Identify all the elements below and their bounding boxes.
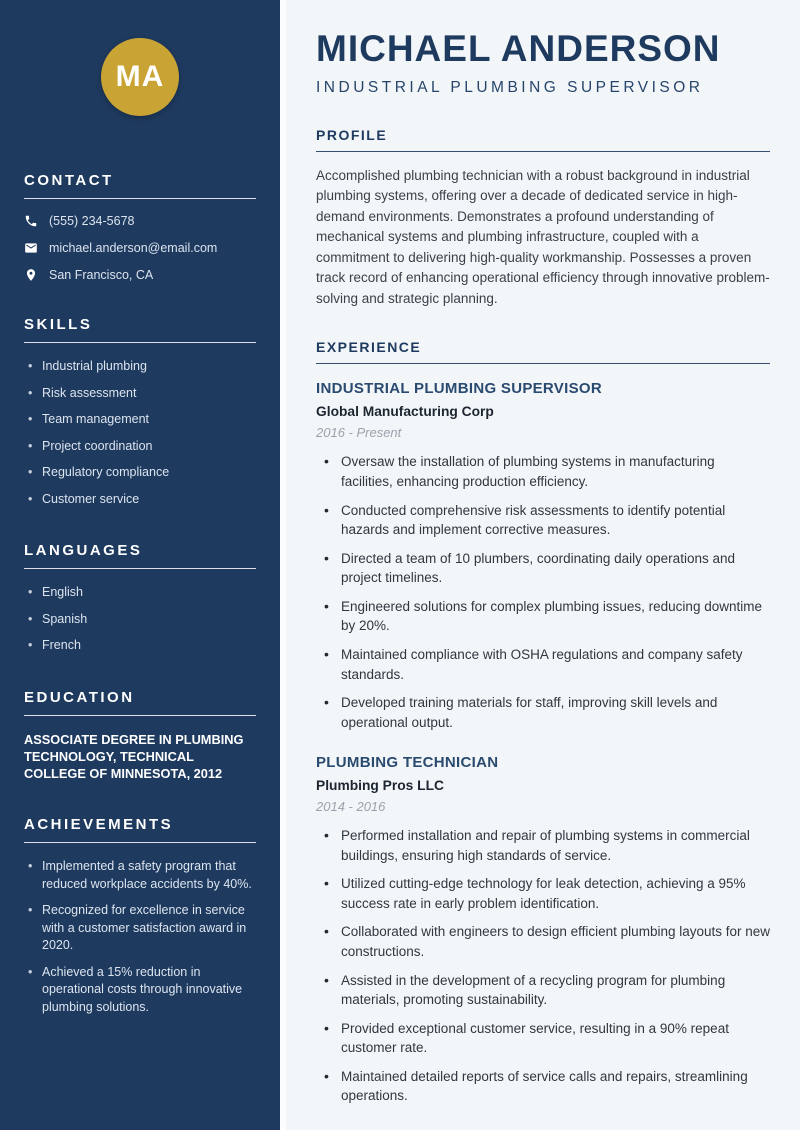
location-icon [24,268,38,282]
main-content [280,0,800,1130]
experience-heading: EXPERIENCE [316,339,422,356]
section-divider [316,363,770,364]
email-icon [24,241,38,255]
job-bullet: • Assisted in the development of a recycling program for plumbing materials, promoting sustainability. [324,971,770,1010]
skills-heading: SKILLS [24,316,93,333]
job-dates: 2014 - 2016 [316,799,386,815]
language-item: • Spanish [28,611,256,629]
contact-email-text: michael.anderson@email.com [49,241,218,255]
job-bullet: • Maintained detailed reports of service calls and repairs, streamlining operations. [324,1067,770,1106]
profile-text: Accomplished plumbing technician with a robust background in industrial plumbing systems, offering over a decade of dedicated service in high-demand environments. Demonstrates a profound understanding of mechanical systems and plumbing infrastructure, coupled with a commitment to delivering high-quality workmanship. Possesses a proven track record of enhancing operational efficiency through innovative problem-solving and strategic planning. [316,167,770,306]
profile-heading: PROFILE [316,126,388,143]
contact-item-phone [24,214,256,228]
contact-section [24,172,256,282]
achievement-item: • Recognized for excellence in service with a customer satisfaction award in 2020. [28,902,256,955]
job-bullet: • Performed installation and repair of plumbing systems in commercial buildings, ensuring high standards of service. [324,826,770,865]
languages-heading: LANGUAGES [24,542,143,559]
job-title: PLUMBING TECHNICIAN [316,754,499,772]
achievements-list [24,858,256,1016]
section-divider [24,342,256,343]
candidate-name: MICHAEL ANDERSON [316,28,721,69]
job-bullets [316,826,770,1106]
job-company: Global Manufacturing Corp [316,404,494,420]
skills-list [24,358,256,508]
skill-item: • Regulatory compliance [28,464,256,482]
contact-item-location [24,268,256,282]
job-dates: 2016 - Present [316,425,402,441]
job-bullet: • Directed a team of 10 plumbers, coordinating daily operations and project timelines. [324,549,770,588]
skill-item: • Project coordination [28,438,256,456]
sidebar [0,0,280,1130]
job-bullet: • Maintained compliance with OSHA regulations and company safety standards. [324,645,770,684]
job-entry [316,754,770,1106]
section-divider [24,842,256,843]
contact-item-email [24,241,256,255]
education-section [24,689,256,783]
education-heading: EDUCATION [24,688,135,706]
education-text: ASSOCIATE DEGREE IN PLUMBING TECHNOLOGY, TECHNICAL COLLEGE OF MINNESOTA, 2012 [24,731,244,782]
job-company: Plumbing Pros LLC [316,778,445,794]
skills-section [24,316,256,508]
contact-location-text: San Francisco, CA [49,268,154,282]
skill-item: • Team management [28,411,256,429]
languages-section [24,542,256,655]
contact-phone-text: (555) 234-5678 [49,214,135,228]
job-bullet: • Engineered solutions for complex plumbing issues, reducing downtime by 20%. [324,597,770,636]
skill-item: • Customer service [28,491,256,509]
achievements-heading: ACHIEVEMENTS [24,816,174,834]
section-divider [24,715,256,716]
job-bullets [316,452,770,732]
contact-heading: CONTACT [24,172,114,189]
skill-item: • Industrial plumbing [28,358,256,376]
achievement-item: • Achieved a 15% reduction in operational costs through innovative plumbing solutions. [28,964,256,1017]
avatar [101,38,179,116]
contact-list [24,214,256,282]
phone-icon [24,214,38,228]
achievement-item: • Implemented a safety program that reduced workplace accidents by 40%. [28,858,256,893]
job-bullet: • Utilized cutting-edge technology for leak detection, achieving a 95% success rate in early problem identification. [324,874,770,913]
candidate-title: INDUSTRIAL PLUMBING SUPERVISOR [316,78,704,96]
skill-item: • Risk assessment [28,385,256,403]
language-item: • English [28,584,256,602]
avatar-initials: MA [115,60,165,93]
section-divider [316,151,770,152]
job-bullet: • Developed training materials for staff, improving skill levels and operational output. [324,693,770,732]
job-title: INDUSTRIAL PLUMBING SUPERVISOR [316,380,602,398]
job-bullet: • Conducted comprehensive risk assessments to identify potential hazards and implement corrective measures. [324,501,770,540]
section-divider [24,198,256,199]
profile-section [316,127,770,310]
section-divider [24,568,256,569]
job-bullet: • Collaborated with engineers to design efficient plumbing layouts for new constructions. [324,922,770,961]
job-bullet: • Oversaw the installation of plumbing systems in manufacturing facilities, enhancing production efficiency. [324,452,770,491]
experience-section [316,339,770,1106]
achievements-section [24,816,256,1016]
job-entry [316,380,770,732]
languages-list [24,584,256,655]
job-bullet: • Provided exceptional customer service, resulting in a 90% repeat customer rate. [324,1019,770,1058]
language-item: • French [28,637,256,655]
